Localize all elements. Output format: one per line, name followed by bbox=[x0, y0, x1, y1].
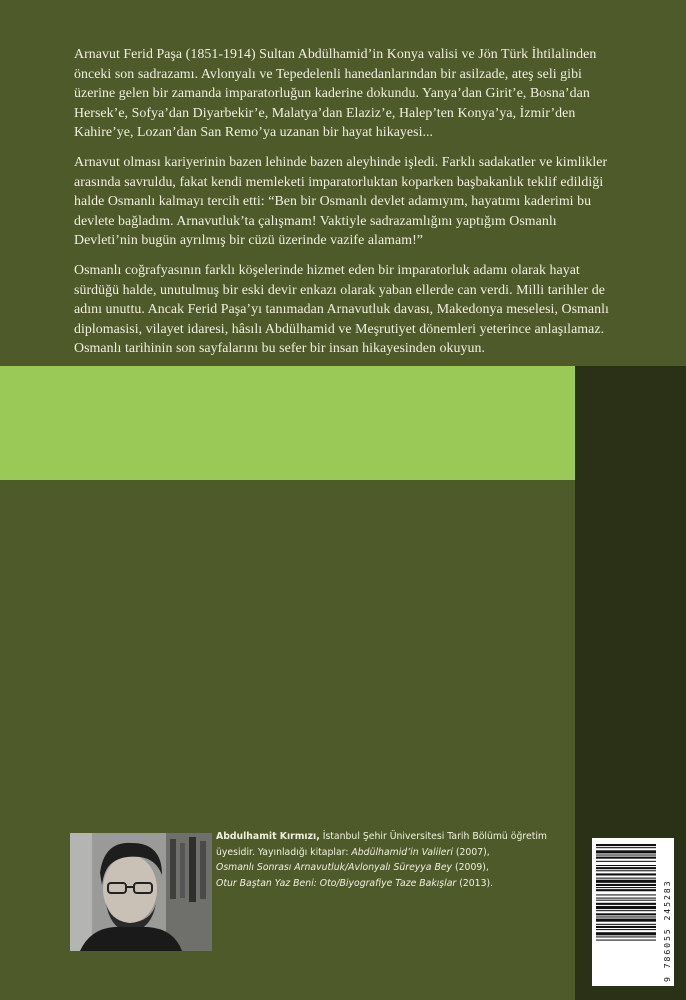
author-book-2-year: (2009), bbox=[452, 862, 489, 874]
barcode-bar bbox=[596, 857, 656, 859]
barcode-bar bbox=[596, 932, 656, 935]
barcode-bar bbox=[596, 867, 656, 869]
barcode-bar bbox=[596, 889, 656, 891]
author-book-3-year: (2013). bbox=[456, 877, 494, 889]
barcode-bar bbox=[596, 940, 656, 941]
author-bio-text: İstanbul Şehir Üniversitesi Tarih Bölümü öğretim üyesidir. Yayınladığı kitaplar: bbox=[216, 831, 547, 858]
author-book-3: Otur Baştan Yaz Beni: Oto/Biyografiye Taze Bakışlar bbox=[216, 877, 457, 889]
author-portrait-image bbox=[70, 833, 212, 951]
barcode-bar bbox=[596, 919, 656, 922]
barcode-bar bbox=[596, 936, 656, 937]
barcode-bar bbox=[596, 929, 656, 930]
barcode-bar bbox=[596, 916, 656, 917]
barcode-bar bbox=[596, 861, 656, 862]
barcode-bar bbox=[596, 910, 656, 911]
barcode-bar bbox=[596, 900, 656, 901]
barcode-bar bbox=[596, 926, 656, 928]
isbn-barcode bbox=[592, 838, 674, 986]
blurb-paragraph-3: Osmanlı coğrafyasının farklı köşelerinde hizmet eden bir imparatorluk adamı olarak hayat sürdüğü halde, unutulmuş bir eski devir enkazı olarak yaban ellerde can verdi. Milli tarihler de adını unuttu. Ancak Ferid Paşa’yı tanımadan Arnavutluk davası, Makedonya meselesi, Osmanlı diplomasisi, vilayet idaresi, hâsılı Abdülhamid ve Meşrutiyet dönemleri yeterince anlaşılamaz. Osmanlı tarihinin son sayfalarını bu sefer bir insan hikayesinden okuyun. bbox=[74, 262, 609, 357]
back-cover-blurb bbox=[74, 45, 622, 369]
barcode-bar bbox=[596, 884, 656, 886]
barcode-bar bbox=[596, 850, 656, 853]
barcode-bar bbox=[596, 865, 656, 866]
blurb-paragraph-1: Arnavut Ferid Paşa (1851-1914) Sultan Abdülhamid’in Konya valisi ve Jön Türk İhtilalinden önceki son sadrazamı. Avlonyalı ve Tepedelenli hanedanlarından bir asilzade, ateş seli gibi üzerine gelen bir zamanda imparatorluğun kaderine dokundu. Yanya’dan Girit’e, Bosna’dan Hersek’e, Sofya’dan Diyarbekir’e, Malatya’dan Elaziz’e, Halep’ten Konya’ya, İzmir’den Kahire’ye, Lozan’dan San Remo’ya uzanan bir hayat hikayesi... bbox=[74, 47, 597, 141]
barcode-bar bbox=[596, 898, 656, 899]
barcode-bar bbox=[596, 873, 656, 875]
author-bio bbox=[216, 829, 570, 891]
blurb-paragraph-2: Arnavut olması kariyerinin bazen lehinde bazen aleyhinde işledi. Farklı sadakatler ve kimlikler arasında savruldu, fakat kendi memleketi imparatorluktan koparken başbakanlık teklif edildiği halde Osmanlı kalmayı tercih etti: “Ben bir Osmanlı devlet adamıyım, hayatımı kaderimi bu devlete bağladım. Arnavutluk’ta çalışmam! Vaktiyle sadrazamlığını yaptığım Osmanlı Devleti’nin bugün ayrılmış bir cüzü üzerinde vazife alamam!” bbox=[74, 154, 608, 249]
barcode-bar bbox=[596, 887, 656, 888]
author-name: Abdulhamit Kırmızı, bbox=[216, 831, 320, 842]
barcode-bar bbox=[596, 903, 656, 905]
barcode-bar bbox=[596, 894, 656, 895]
author-book-1-year: (2007), bbox=[452, 846, 490, 858]
barcode-bar bbox=[596, 913, 656, 915]
barcode-bar bbox=[596, 847, 656, 848]
author-book-1: Abdülhamid’in Valileri bbox=[351, 846, 453, 858]
barcode-bar bbox=[596, 844, 656, 846]
barcode-bar bbox=[596, 870, 656, 871]
barcode-bar bbox=[596, 855, 656, 856]
author-photo bbox=[70, 833, 212, 951]
author-book-2: Osmanlı Sonrası Arnavutluk/Avlonyalı Süreyya Bey bbox=[216, 862, 453, 874]
barcode-bar bbox=[596, 924, 656, 925]
barcode-bar bbox=[596, 906, 656, 909]
barcode-bar bbox=[596, 878, 656, 879]
barcode-bar bbox=[596, 880, 656, 883]
isbn-number: 9 786055 245283 bbox=[662, 879, 672, 982]
